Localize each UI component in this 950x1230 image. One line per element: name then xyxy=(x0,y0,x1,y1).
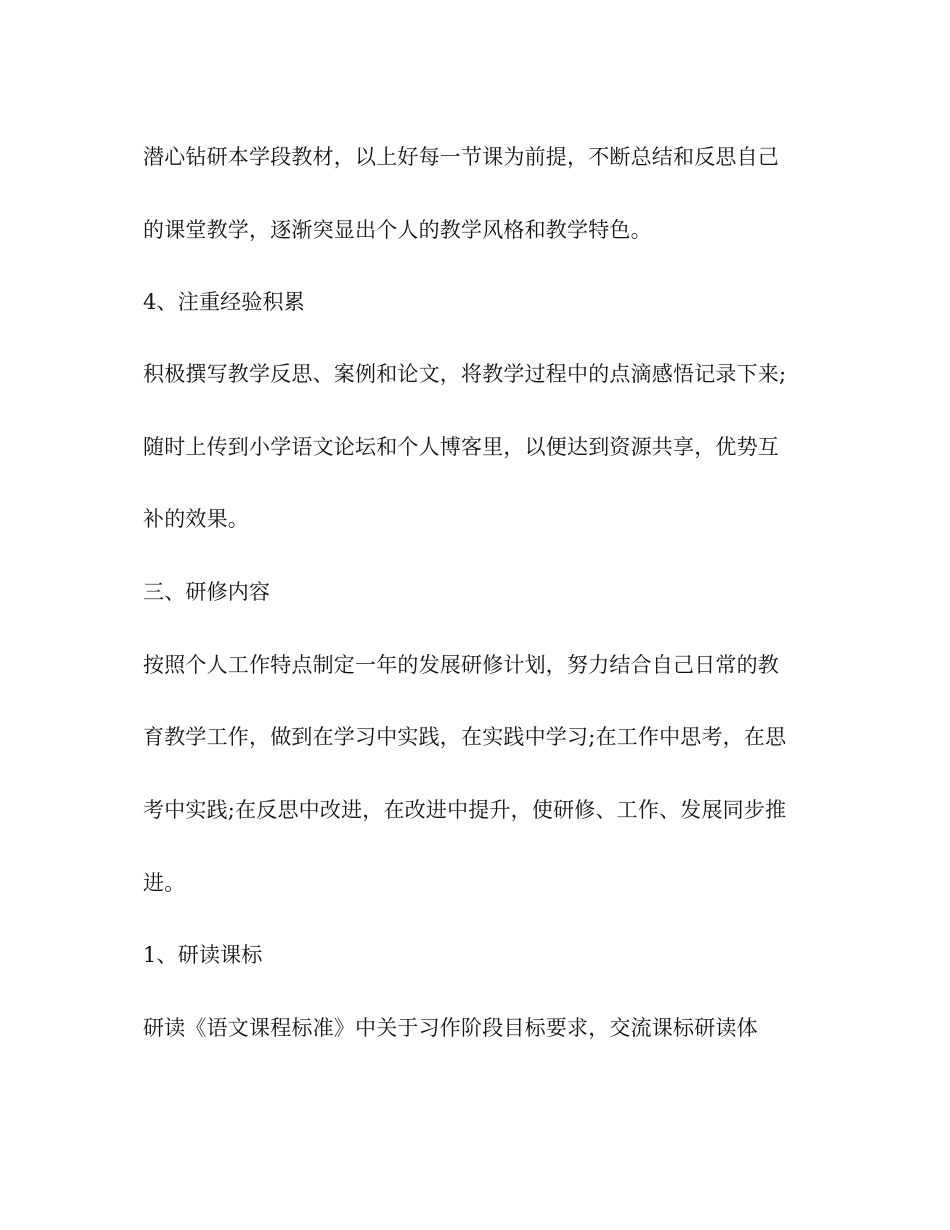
paragraph-line: 育教学工作，做到在学习中实践，在实践中学习;在工作中思考，在思 xyxy=(143,725,787,749)
section-heading: 1、研读课标 xyxy=(143,943,263,967)
paragraph-line: 按照个人工作特点制定一年的发展研修计划，努力结合自己日常的教 xyxy=(143,653,779,677)
paragraph-line: 研读《语文课程标准》中关于习作阶段目标要求，交流课标研读体 xyxy=(143,1016,758,1040)
paragraph-line: 的课堂教学，逐渐突显出个人的教学风格和教学特色。 xyxy=(143,218,652,242)
paragraph-line: 积极撰写教学反思、案例和论文，将教学过程中的点滴感悟记录下来; xyxy=(143,362,787,386)
section-heading: 三、研修内容 xyxy=(143,580,271,604)
paragraph-line: 补的效果。 xyxy=(143,507,249,531)
section-heading: 4、注重经验积累 xyxy=(143,290,305,314)
paragraph-line: 随时上传到小学语文论坛和个人博客里，以便达到资源共享，优势互 xyxy=(143,435,779,459)
paragraph-line: 潜心钻研本学段教材，以上好每一节课为前提，不断总结和反思自己 xyxy=(143,145,779,169)
paragraph-line: 考中实践;在反思中改进，在改进中提升，使研修、工作、发展同步推 xyxy=(143,798,787,822)
paragraph-line: 进。 xyxy=(143,871,186,895)
